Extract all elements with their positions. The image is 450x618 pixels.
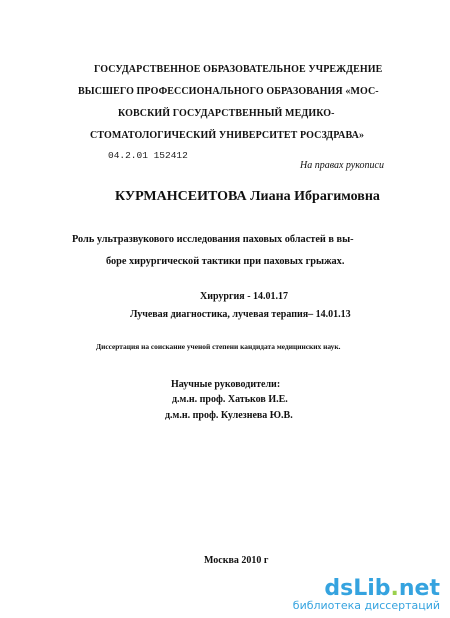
degree-statement: Диссертация на соискание ученой степени кандидата медицинских наук. bbox=[96, 342, 341, 351]
header-line-2: ВЫСШЕГО ПРОФЕССИОНАЛЬНОГО ОБРАЗОВАНИЯ «МОС- bbox=[78, 86, 379, 97]
header-line-1: ГОСУДАРСТВЕННОЕ ОБРАЗОВАТЕЛЬНОЕ УЧРЕЖДЕНИЕ bbox=[94, 64, 383, 75]
supervisor-2: д.м.н. проф. Кулезнева Ю.В. bbox=[165, 410, 293, 421]
archive-stamp: 04.2.01 152412 bbox=[108, 150, 188, 161]
thesis-title-line-1: Роль ультразвукового исследования паховых областей в вы- bbox=[72, 234, 354, 245]
author-name: КУРМАНСЕИТОВА Лиана Ибрагимовна bbox=[115, 189, 380, 204]
dslib-tagline: библиотека диссертаций bbox=[292, 599, 440, 612]
dslib-logo: dsLib.net bbox=[324, 576, 440, 601]
supervisors-heading: Научные руководители: bbox=[171, 379, 281, 390]
header-line-4: СТОМАТОЛОГИЧЕСКИЙ УНИВЕРСИТЕТ РОСЗДРАВА» bbox=[90, 130, 365, 141]
specialty-radiology: Лучевая диагностика, лучевая терапия– 14.01.13 bbox=[130, 309, 351, 320]
supervisor-1: д.м.н. проф. Хатьков И.Е. bbox=[172, 394, 288, 405]
manuscript-rights: На правах рукописи bbox=[300, 160, 384, 171]
thesis-title-line-2: боре хирургической тактики при паховых грыжах. bbox=[106, 256, 345, 267]
header-line-3: КОВСКИЙ ГОСУДАРСТВЕННЫЙ МЕДИКО- bbox=[118, 108, 335, 119]
specialty-surgery: Хирургия - 14.01.17 bbox=[200, 291, 289, 302]
dslib-watermark[interactable] bbox=[293, 576, 440, 612]
city-year: Москва 2010 г bbox=[204, 555, 269, 566]
